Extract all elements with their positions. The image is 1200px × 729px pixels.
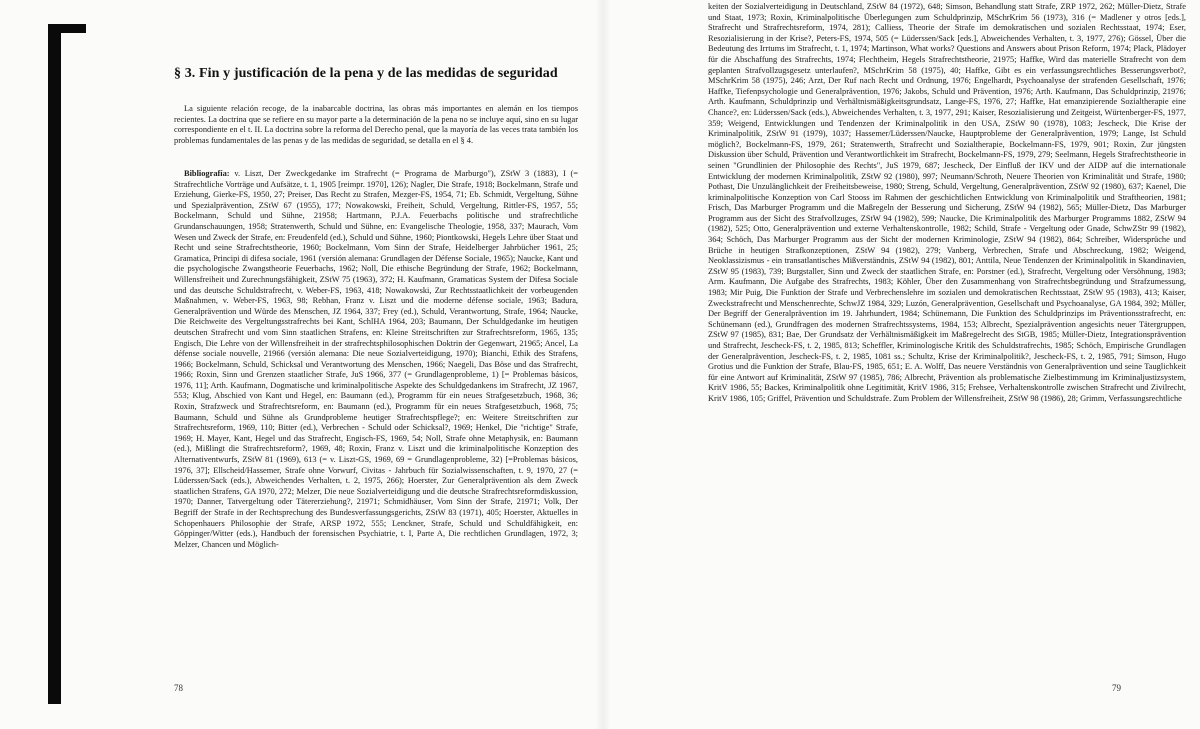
binding-bar-top xyxy=(48,24,86,33)
right-page xyxy=(600,0,1200,729)
intro-paragraph: La siguiente relación recoge, de la inabarcable doctrina, las obras más importantes en alemán en los tiempos recientes. La doctrina que se refiere en su mayor parte a la determinación de la pena no se incluye aquí, sino en su lugar correspondiente en el t. II. La doctrina sobre la reforma del Derecho penal, que la mayoría de las veces trata también los problemas fundamentales de las penas y de las medidas de seguridad, se detalla en el § 4. xyxy=(174,104,578,145)
right-page-text: keiten der Sozialverteidigung in Deutschland, ZStW 84 (1972), 648; Simson, Behandlung statt Strafe, ZRP 1972, 262; Müller-Dietz, Strafe und Staat, 1973; Roxin, Kriminalpolitische Überlegungen zum Schuldprinzip, MSchrKrim 56 (1973), 316 (= Madlener y otros [eds.], Strafrecht und Strafrechtsreform, 1974, 281); Calliess, Theorie der Strafe im demokratischen und sozialen Rechtsstaat, 1974; Eser, Resozialisierung in der Krise?, Peters-FS, 1974, 505 (= Lüderssen/Sack [eds.], Abweichendes Verhalten, t. 3, 1977, 276); Gössel, Über die Bedeutung des Irrtums im Strafrecht, t. 1, 1974; Martinson, What works? Questions and Answers about Prison Reform, 1974; Plack, Plädoyer für die Abschaffung des Strafrechts, 1974; Flechtheim, Hegels Strafrechtstheorie, 21975; Haffke, Wird das materielle Strafrecht von dem geplanten Strafvollzugsgesetz unterlaufen?, MSchrKrim 58 (1975), 40; Haffke, Gibt es ein verfassungsrechtliches Besserungsverbot?, MSchrKrim 58 (1975), 246; Arzt, Der Ruf nach Recht und Ordnung, 1976; Engelhardt, Psychoanalyse der strafenden Gesellschaft, 1976; Haffke, Tiefenpsychologie und Generalprävention, 1976; Jakobs, Schuld und Prävention, 1976; Arth. Kaufmann, Das Schuldprinzip, 21976; Arth. Kaufmann, Schuldprinzip und Verhältnismäßigkeitsgrundsatz, Lange-FS, 1976, 27; Haffke, Hat emanzipierende Sozialtherapie eine Chance?, en: Lüderssen/Sack (eds.), Abweichendes Verhalten, t. 3, 1977, 291; Kaiser, Resozialisierung und Zeitgeist, Würtenberger-FS, 1977, 359; Weigend, Entwicklungen und Tendenzen der Kriminalpolitik in den USA, ZStW 90 (1978), 1083; Jescheck, Die Krise der Kriminalpolitik, ZStW 91 (1979), 1037; Hassemer/Lüderssen/Naucke, Hauptprobleme der Generalprävention, 1979; Lange, Ist Schuld möglich?, Bockelmann-FS, 1979, 261; Stratenwerth, Strafrecht und Sozialtherapie, Bockelmann-FS, 1979, 901; Roxin, Zur jüngsten Diskussion über Schuld, Prävention und Verantwortlichkeit im Strafrecht, Bockelmann-FS, 1979, 279; Seelmann, Hegels Strafrechtstheorie in seinen "Grundlinien der Philosophie des Rechts", JuS 1979, 687; Jescheck, Der Einfluß der IKV und der AIDP auf die internationale Entwicklung der modernen Kriminalpolitik, ZStW 92 (1980), 997; Neumann/Schroth, Neuere Theorien von Kriminalität und Strafe, 1980; Pothast, Die Unzulänglichkeit der Freiheitsbeweise, 1980; Streng, Schuld, Vergeltung, Generalprävention, ZStW 92 (1980), 637; Kaenel, Die kriminalpolitische Konzeption von Carl Stooss im Rahmen der geschichtlichen Entwicklung von Kriminalpolitik und Straftheorien, 1981; Frisch, Das Marburger Programm und die Maßregeln der Besserung und Sicherung, ZStW 94 (1982), 565; Müller-Dietz, Das Marburger Programm aus der Sicht des Strafvollzuges, ZStW 94 (1982), 599; Naucke, Die Kriminalpolitik des Marburger Programms 1882, ZStW 94 (1982), 525; Otto, Generalprävention und externe Verhaltenskontrolle, 1982; Schild, Strafe - Vergeltung oder Gnade, SchwZStr 99 (1982), 364; Schöch, Das Marburger Programm aus der Sicht der modernen Kriminologie, ZStW 94 (1982), 864; Schreiber, Widersprüche und Brüche in heutigen Strafkonzeptionen, ZStW 94 (1982), 279; Vanberg, Verbrechen, Strafe und Abschreckung, 1982; Weigend, Neoklassizismus - ein transatlantisches Mißverständnis, ZStW 94 (1982), 801; Anttila, Neue Tendenzen der Kriminalpolitik in Skandinavien, ZStW 95 (1983), 739; Burgstaller, Sinn und Zweck der staatlichen Strafe, en: Porstner (ed.), Strafrecht, Vergeltung oder Versöhnung, 1983; Arm. Kaufmann, Die Aufgabe des Strafrechts, 1983; Köhler, Über den Zusammenhang von Strafrechtsbegründung und Strafzumessung, 1983; Mir Puig, Die Funktion der Strafe und Verbrechenslehre im sozialen und demokratischen Rechtsstaat, ZStW 95 (1983), 413; Kaiser, Zweckstrafrecht und Menschenrechte, SchwJZ 1984, 329; Luzón, Generalprävention, Gesellschaft und Psychoanalyse, GA 1984, 392; Müller, Der Begriff der Generalprävention im 19. Jahrhundert, 1984; Schünemann, Die Funktion des Schuldprinzips im Präventionsstrafrecht, en: Schünemann (ed.), Grundfragen des modernen Strafrechtssystems, 1984, 153; Albrecht, Spezialprävention angesichts neuer Tätergruppen, ZStW 97 (1985), 831; Bae, Der Grundsatz der Verhältnismäßigkeit im Maßregelrecht des StGB, 1985; Müller-Dietz, Integrationsprävention und Strafrecht, Jescheck-FS, t. 2, 1985, 813; Scheffler, Kriminologische Kritik des Schuldstrafrechts, 1985; Schöch, Empirische Grundlagen der Generalprävention, Jescheck-FS, t. 2, 1985, 1081 ss.; Schultz, Krise der Kriminalpolitik?, Jescheck-FS, t. 2, 1985, 791; Simson, Hugo Grotius und die Funktion der Strafe, Blau-FS, 1985, 651; E. A. Wolff, Das neuere Verständnis von Generalprävention und seine Tauglichkeit für eine Antwort auf Kriminalität, ZStW 97 (1985), 786; Albrecht, Prävention als problematische Zielbestimmung im Kriminaljustizsystem, KritV 1986, 55; Backes, Kriminalpolitik ohne Legitimität, KritV 1986, 315; Frehsee, Verhaltenskontrolle zwischen Strafrecht und Zivilrecht, KritV 1986, 105; Griffel, Prävention und Schuldstrafe. Zum Problem der Willensfreiheit, ZStW 98 (1986), 28; Grimm, Verfassungsrechtliche xyxy=(708,2,1186,403)
binding-bar xyxy=(48,24,61,704)
bibliography-text: v. Liszt, Der Zweckgedanke im Strafrecht (= Programa de Marburgo"), ZStW 3 (1883), I (= Strafrechtliche Vorträge und Aufsätze, t. 1, 1905 [reimpr. 1970], 126); Nagler, Die Strafe, 1918; Bockelmann, Strafe und Erziehung, Gierke-FS, 1950, 27; Preiser, Das Recht zu Strafen, Mezger-FS, 1954, 71; Eb. Schmidt, Vergeltung, Sühne und Spezialprävention, ZStW 67 (1955), 177; Nowakowski, Freiheit, Schuld, Vergeltung, Rittler-FS, 1957, 55; Bockelmann, Schuld und Sühne, 21958; Hartmann, P.J.A. Feuerbachs politische und strafrechtliche Grundanschauungen, 1958; Stratenwerth, Schuld und Sühne, en: Evangelische Theologie, 1958, 337; Maurach, Vom Wesen und Zweck der Strafe, en: Freudenfeld (ed.), Schuld und Sühne, 1960; Piontkowski, Hegels Lehre über Staat und Recht und seine Strafrechtstheorie, 1960; Bockelmann, Vom Sinn der Strafe, Heidelberger Jahrbücher 1961, 25; Gramatica, Principi di difesa sociale, 1961 (versión alemana: Grundlagen der Défense Sociale, 1965); Naucke, Kant und die psychologische Zwangstheorie Feuerbachs, 1962; Noll, Die ethische Begründung der Strafe, 1962; Bockelmann, Willensfreiheit und Zurechnungsfähigkeit, ZStW 75 (1963), 372; H. Kaufmann, Gramaticas System der Difesa Sociale und das deutsche Schuldstrafrecht, v. Weber-FS, 1963, 418; Nowakowski, Zur Rechtsstaatlichkeit der vorbeugenden Maßnahmen, v. Weber-FS, 1963, 98; Rebhan, Franz v. Liszt und die moderne défense sociale, 1963; Badura, Generalprävention und Würde des Menschen, JZ 1964, 337; Frey (ed.), Schuld, Verantwortung, Strafe, 1964; Naucke, Die Reichweite des Vergeltungsstrafrechts bei Kant, SchlHA 1964, 203; Baumann, Der Schuldgedanke im heutigen deutschen Strafrecht und vom Sinn staatlichen Strafens, en: Kleine Streitschriften zur Strafrechtsreform, 1965, 135; Engisch, Die Lehre von der Willensfreiheit in der strafrechtsphilosophischen Doktrin der Gegenwart, 21965; Ancel, La défense sociale nouvelle, 21966 (versión alemana: Die neue Sozialverteidigung, 1970); Bianchi, Ethik des Strafens, 1966; Bockelmann, Schuld, Schicksal und Verantwortung des Menschen, 1966; Naegeli, Das Böse und das Strafrecht, 1966; Roxin, Sinn und Grenzen staatlicher Strafe, JuS 1966, 377 (= Grundlagenprobleme, 1) [= Problemas básicos, 1976, 11]; Arth. Kaufmann, Dogmatische und kriminalpolitische Aspekte des Schuldgedankens im Strafrecht, JZ 1967, 553; Klug, Abschied von Kant und Hegel, en: Baumann (ed.), Programm für ein neues Strafgesetzbuch, 1968, 36; Roxin, Strafzweck und Strafrechtsreform, en: Baumann (ed.), Programm für ein neues Strafgesetzbuch, 1968, 75; Baumann, Schuld und Sühne als Grundprobleme heutiger Strafrechtspflege?; en: Weitere Streitschriften zur Strafrechtsreform, 1969, 110; Bitter (ed.), Verbrechen - Schuld oder Schicksal?, 1969; Henkel, Die "richtige" Strafe, 1969; H. Mayer, Kant, Hegel und das Strafrecht, Engisch-FS, 1969, 54; Noll, Strafe ohne Metaphysik, en: Baumann (ed.), Mißlingt die Strafrechtsreform?, 1969, 48; Roxin, Franz v. Liszt und die kriminalpolitische Konzeption des Alternativentwurfs, ZStW 81 (1969), 613 (= v. Liszt-GS, 1969, 69 = Grundlagenprobleme, 32) [=Problemas básicos, 1976, 37]; Ellscheid/Hassemer, Strafe ohne Vorwurf, Civitas - Jahrbuch für Sozialwissenschaften, t. 9, 1970, 27 (= Lüderssen/Sack (eds.), Abweichendes Verhalten, t. 2, 1975, 266); Hoerster, Zur Generalprävention als dem Zweck staatlichen Strafens, GA 1970, 272; Melzer, Die neue Sozialverteidigung und die deutsche Strafrechtsreformdiskussion, 1970; Danner, Tatvergeltung oder Tätererziehung?, 21971; Schmidhäuser, Vom Sinn der Strafe, 21971; Volk, Der Begriff der Strafe in der Rechtsprechung des Bundesverfassungsgerichts, ZStW 83 (1971), 405; Hoerster, Aktuelles in Schopenhauers Philosophie der Strafe, ARSP 1972, 555; Lenckner, Strafe, Schuld und Schuldfähigkeit, en: Göppinger/Witter (eds.), Handbuch der forensischen Psychiatrie, t. I, Parte A, Die rechtlichen Grundlagen, 1972, 3; Melzer, Chancen und Möglich- xyxy=(174,169,578,549)
page-number-right: 79 xyxy=(1112,683,1121,693)
section-title: § 3. Fin y justificación de la pena y de las medidas de seguridad xyxy=(174,66,558,81)
bibliography-label: Bibliografía: xyxy=(184,169,230,178)
page-number-left: 78 xyxy=(174,683,183,693)
bibliography-paragraph xyxy=(174,169,578,669)
